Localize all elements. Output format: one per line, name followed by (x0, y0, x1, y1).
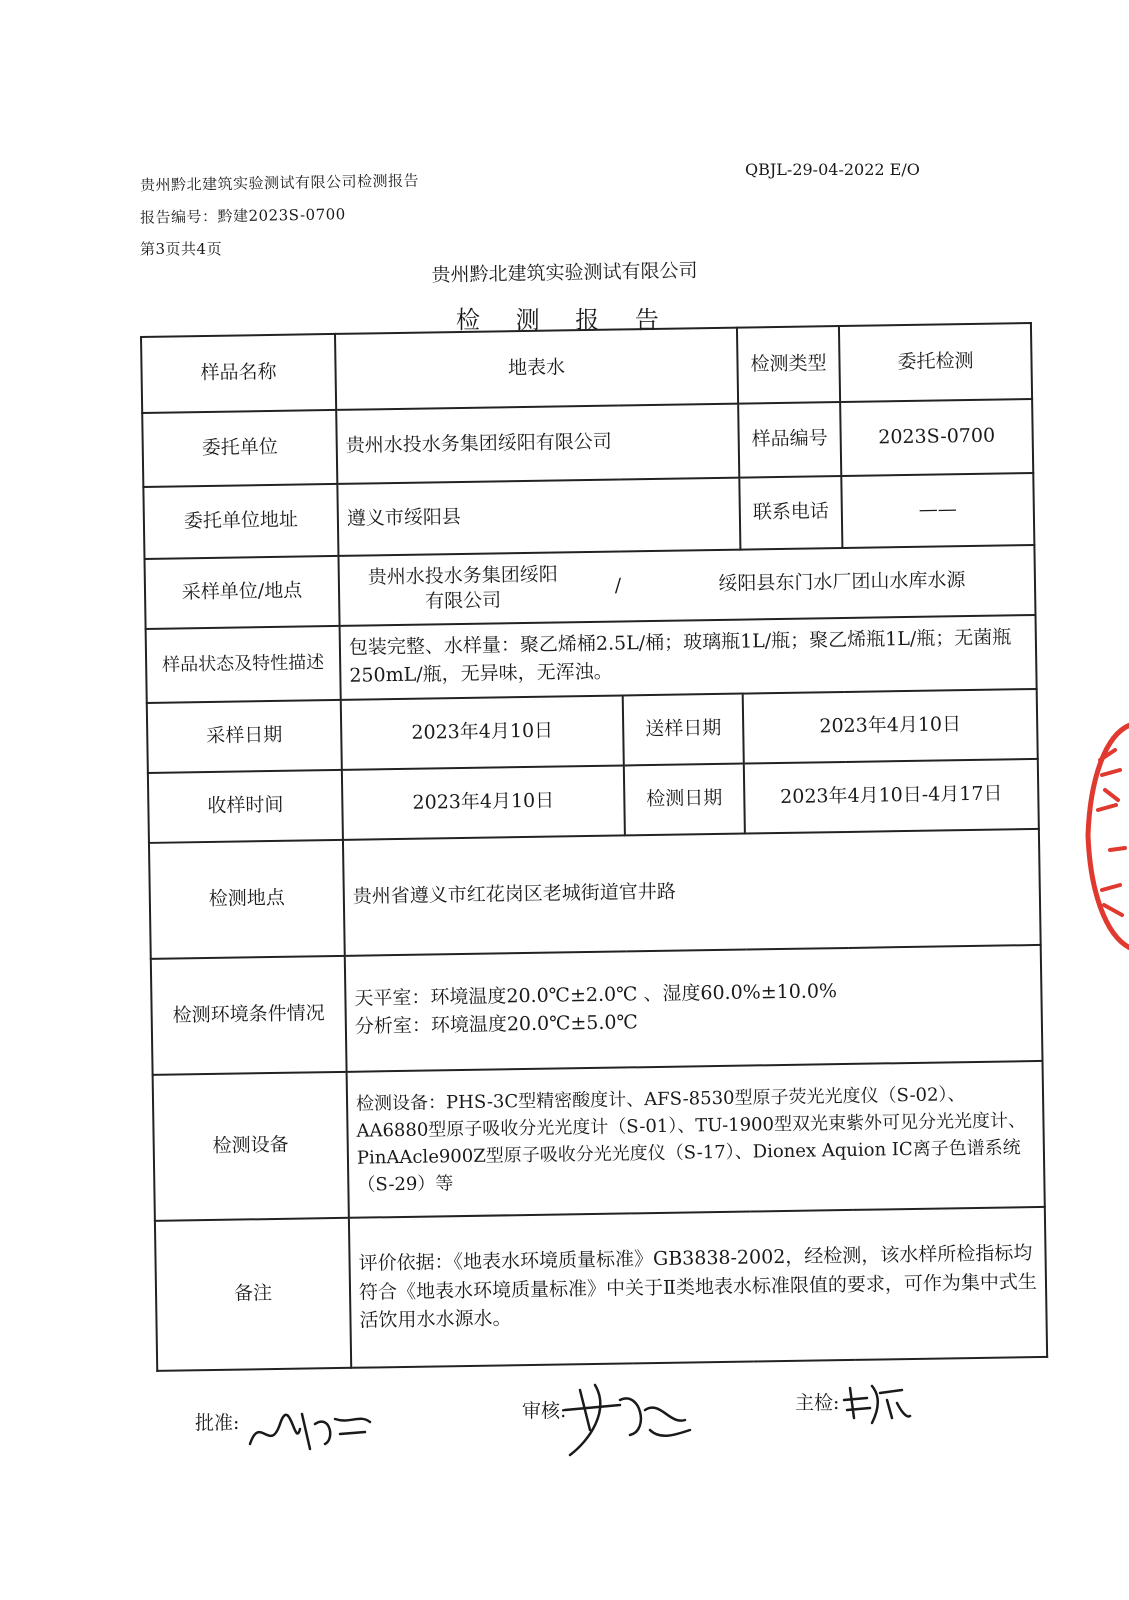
signature-area (0, 1392, 1129, 1480)
label-delivery-date: 送样日期 (623, 694, 744, 766)
value-phone: —— (841, 473, 1034, 548)
sampling-separator: / (614, 574, 622, 597)
company-name: 贵州黔北建筑实验测试有限公司 (431, 259, 698, 287)
label-receive-date: 收样时间 (148, 770, 343, 843)
value-remark: 评价依据：《地表水环境质量标准》GB3838-2002，经检测，该水样所检指标均符合《地表水环境质量标准》中关于Ⅱ类地表水标准限值的要求，可作为集中式生活饮用水水源水。 (349, 1207, 1047, 1368)
value-test-type: 委托检测 (839, 323, 1032, 402)
row-remark (155, 1207, 1047, 1371)
value-sample-name: 地表水 (335, 328, 738, 410)
company-report-header: 贵州黔北建筑实验测试有限公司检测报告 (139, 171, 420, 195)
row-client-address (143, 473, 1034, 559)
value-test-location: 贵州省遵义市红花岗区老城街道官井路 (343, 829, 1041, 956)
value-environment (345, 945, 1043, 1072)
value-client-address: 遵义市绥阳县 (337, 478, 740, 556)
value-sample-no: 2023S-0700 (840, 399, 1033, 476)
review-label: 审核: (522, 1400, 567, 1422)
report-title: 检 测 报 告 (456, 306, 673, 334)
environment-line1: 天平室：环境温度20.0℃±2.0℃ 、湿度60.0%±10.0% (354, 980, 838, 1011)
sampling-unit-line1: 贵州水投水务集团绥阳 (367, 563, 558, 589)
report-table (140, 322, 1046, 1372)
label-environment: 检测环境条件情况 (151, 956, 347, 1075)
label-sampling-date: 采样日期 (147, 700, 342, 773)
row-test-location (149, 829, 1041, 959)
label-test-location: 检测地点 (149, 840, 345, 959)
value-receive-date: 2023年4月10日 (342, 765, 625, 839)
red-seal-stamp (1080, 720, 1129, 950)
row-sample-name (141, 323, 1032, 413)
value-sampling-unit (338, 545, 1035, 626)
page-indicator: 第3页共4页 (140, 240, 223, 258)
value-client: 贵州水投水务集团绥阳有限公司 (336, 404, 739, 484)
row-equipment (153, 1061, 1045, 1221)
review-signature (560, 1370, 700, 1460)
value-equipment: 检测设备：PHS-3C型精密酸度计、AFS-8530型原子荧光光度仪（S-02）、AA6880型原子吸收分光光度计（S-01）、TU-1900型双光束紫外可见分光光度计、PinAAcle900Z型原子吸收分光光度仪（S-17）、Dionex Aquion IC离子色谱系统（S-29）等 (347, 1061, 1045, 1218)
inspector-label: 主检: (795, 1392, 840, 1414)
label-test-type: 检测类型 (737, 326, 840, 404)
value-test-date: 2023年4月10日-4月17日 (744, 759, 1039, 834)
label-test-date: 检测日期 (624, 764, 745, 836)
label-client: 委托单位 (142, 410, 337, 487)
value-delivery-date: 2023年4月10日 (743, 689, 1038, 764)
label-remark: 备注 (155, 1218, 351, 1371)
row-sample-state (146, 615, 1037, 703)
environment-line2: 分析室：环境温度20.0℃±5.0℃ (354, 1011, 638, 1038)
label-equipment: 检测设备 (153, 1072, 349, 1221)
report-number: 报告编号：黔建2023S-0700 (139, 205, 346, 227)
approve-signature (240, 1394, 380, 1464)
sampling-site: 绥阳县东门水厂团山水库水源 (718, 569, 966, 596)
label-sample-name: 样品名称 (141, 334, 336, 413)
label-phone: 联系电话 (739, 476, 842, 550)
sampling-unit-line2: 有限公司 (425, 589, 502, 613)
value-sampling-date: 2023年4月10日 (341, 695, 624, 769)
row-client (142, 399, 1033, 487)
row-environment (151, 945, 1043, 1075)
label-sampling-unit: 采样单位/地点 (145, 556, 340, 629)
form-code: QBJL-29-04-2022 E/O (745, 160, 920, 179)
inspector-signature (842, 1378, 912, 1428)
label-sample-state: 样品状态及特性描述 (146, 626, 341, 703)
label-sample-no: 样品编号 (738, 402, 841, 478)
value-sample-state: 包装完整、水样量：聚乙烯桶2.5L/桶；玻璃瓶1L/瓶；聚乙烯瓶1L/瓶；无菌瓶250mL/瓶，无异味，无浑浊。 (340, 615, 1037, 700)
label-client-address: 委托单位地址 (143, 484, 338, 559)
approve-label: 批准: (195, 1412, 240, 1434)
